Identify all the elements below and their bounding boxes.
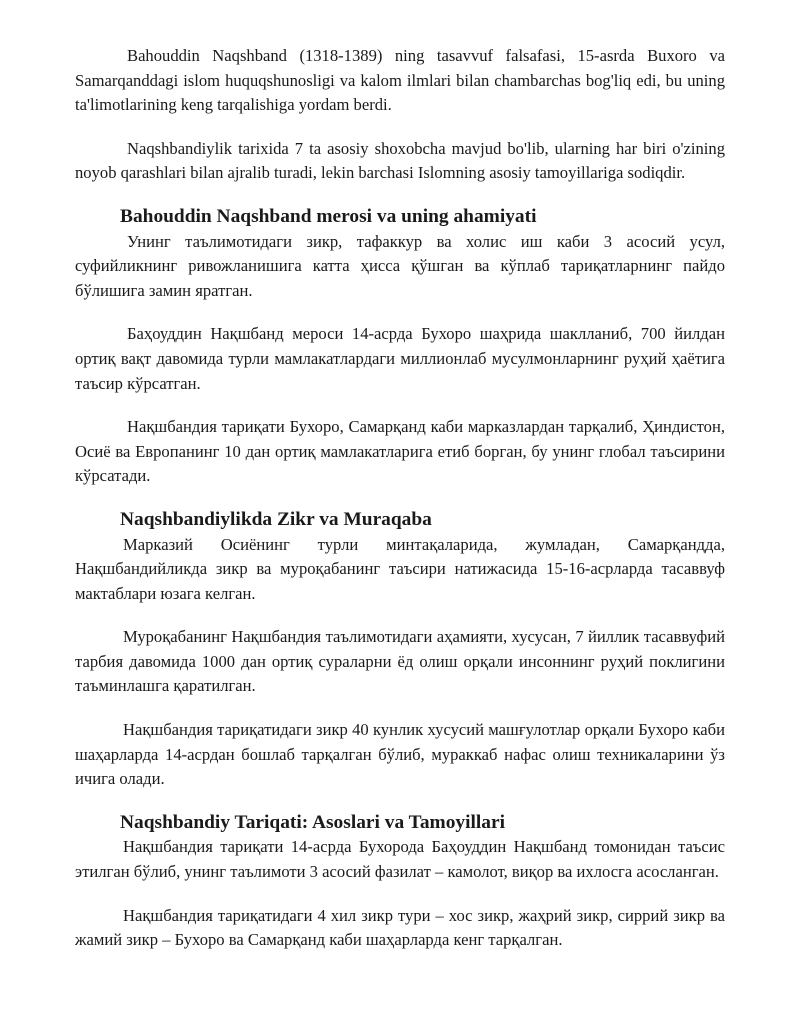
paragraph-order-founding: Нақшбандия тариқати 14-асрда Бухорода Баҳоуддин Нақшбанд томонидан таъсис этилган бўлиб, унинг таълимоти 3 асосий фазилат – камолот, виқор ва ихлосга асосланган. <box>75 837 725 882</box>
paragraph-legacy-700-years: Баҳоуддин Нақшбанд мероси 14-асрда Бухоро шаҳрида шаклланиб, 700 йилдан ортиқ вақт давомида турли мамлакатлардаги миллионлаб мусулмонларнинг руҳий ҳаётига таъсир кўрсатган. <box>75 324 725 393</box>
paragraph-muraqaba-importance: Муроқабанинг Нақшбандия таълимотидаги аҳамияти, хусусан, 7 йиллик тасаввуфий тарбия давомида 1000 дан ортиқ сураларни ёд олиш орқали инсоннинг руҳий поклигини таъминлашга қаратилган. <box>75 627 725 696</box>
spacer <box>75 118 725 137</box>
paragraph-three-methods: Унинг таълимотидаги зикр, тафаккур ва холис иш каби 3 асосий усул, суфийликнинг ривожланишига катта ҳисса қўшган ва кўплаб тариқатларнинг пайдо бўлишига замин яратган. <box>75 231 725 300</box>
section-heading-foundations: Naqshbandiy Tariqati: Asoslari va Tamoyillari <box>120 811 505 833</box>
paragraph-central-asia-schools: Марказий Осиёнинг турли минтақаларида, жумладан, Самарқандда, Нақшбандийликда зикр ва муроқабанинг таъсири натижасида 15-16-асрларда тасаввуф мактаблари юзага келган. <box>75 534 725 603</box>
spacer <box>75 792 725 811</box>
spacer <box>75 396 725 415</box>
spacer <box>75 606 725 625</box>
spacer <box>75 699 725 718</box>
spacer <box>75 489 725 508</box>
document-page <box>75 44 725 953</box>
spacer <box>75 303 725 322</box>
paragraph-global-spread: Нақшбандия тариқати Бухоро, Самарқанд каби марказлардан тарқалиб, Ҳиндистон, Осиё ва Европанинг 10 дан ортиқ мамлакатларига етиб борган, бу унинг глобал таъсирини кўрсатади. <box>75 417 725 486</box>
section-heading-legacy: Bahouddin Naqshband merosi va uning ahamiyati <box>120 205 537 227</box>
paragraph-zikr-40-days: Нақшбандия тариқатидаги зикр 40 кунлик хусусий машғулотлар орқали Бухоро каби шаҳарларда 14-асрдан бошлаб тарқалган бўлиб, мураккаб нафас олиш техникаларини ўз ичига олади. <box>75 720 725 789</box>
spacer <box>75 186 725 205</box>
paragraph-seven-branches: Naqshbandiylik tarixida 7 ta asosiy shoxobcha mavjud bo'lib, ularning har biri o'zining noyob qarashlari bilan ajralib turadi, lekin barchasi Islomning asosiy tamoyillariga sodiqdir. <box>75 138 725 183</box>
paragraph-four-zikr-types: Нақшбандия тариқатидаги 4 хил зикр тури – хос зикр, жаҳрий зикр, сиррий зикр ва жамий зикр – Бухоро ва Самарқанд каби шаҳарларда кенг тарқалган. <box>75 905 725 950</box>
spacer <box>75 885 725 904</box>
paragraph-naqshband-philosophy: Bahouddin Naqshband (1318-1389) ning tasavvuf falsafasi, 15-asrda Buxoro va Samarqanddagi islom huquqshunosligi va kalom ilmlari bilan chambarchas bog'liq edi, bu uning ta'limotlarining keng tarqalishiga yordam berdi. <box>75 46 725 115</box>
section-heading-zikr-muraqaba: Naqshbandiylikda Zikr va Muraqaba <box>120 508 432 530</box>
